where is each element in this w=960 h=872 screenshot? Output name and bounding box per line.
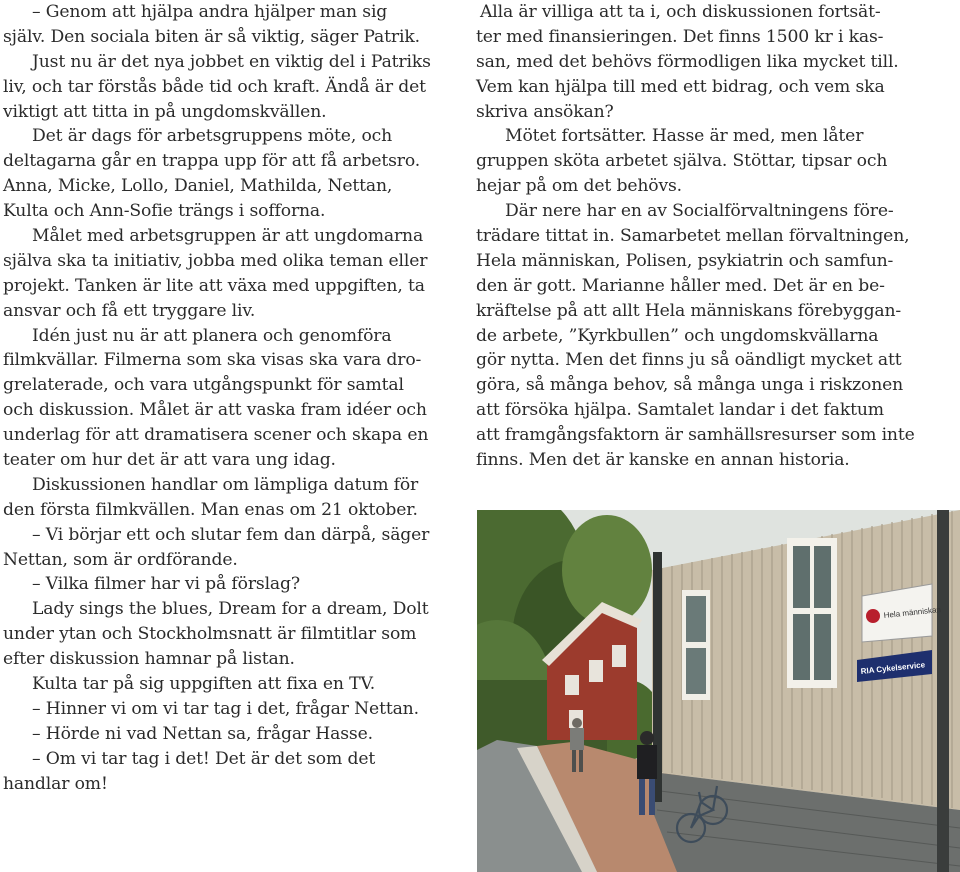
text-line: och diskussion. Målet är att vaska fram idéer och (3, 400, 427, 421)
text-line: finns. Men det är kanske en annan historia. (476, 450, 850, 471)
text-line: Där nere har en av Socialförvaltningens före- (505, 201, 894, 222)
text-line: de arbete, ”Kyrkbullen” och ungdomskvällarna (476, 325, 879, 346)
text-line: kräftelse på att allt Hela människans förebyggan- (476, 300, 902, 321)
text-line: – Hörde ni vad Nettan sa, frågar Hasse. (32, 723, 373, 744)
street-photo (477, 510, 960, 872)
text-line: filmkvällar. Filmerna som ska visas ska vara dro- (3, 350, 422, 371)
text-line: gör nytta. Men det finns ju så oändligt mycket att (476, 350, 902, 371)
text-line: ansvar och få ett tryggare liv. (3, 300, 256, 321)
text-line: ter med finansieringen. Det finns 1500 kr i kas- (476, 26, 884, 47)
text-line: att försöka hjälpa. Samtalet landar i det faktum (476, 400, 884, 421)
text-line: teater om hur det är att vara ung idag. (3, 450, 336, 471)
text-line: skriva ansökan? (476, 101, 614, 122)
text-line: den är gott. Marianne håller med. Det är en be- (476, 275, 885, 296)
text-line: liv, och tar förstås både tid och kraft. Ändå är det (3, 76, 426, 97)
text-line: Nettan, som är ordförande. (3, 549, 238, 570)
text-line: Anna, Micke, Lollo, Daniel, Mathilda, Nettan, (3, 176, 393, 197)
text-line: Hela människan, Polisen, psykiatrin och samfun- (476, 250, 894, 271)
text-line: – Hinner vi om vi tar tag i det, frågar Nettan. (32, 698, 419, 719)
text-line: deltagarna går en trappa upp för att få arbetsro. (3, 151, 421, 172)
text-line: att framgångsfaktorn är samhällsresurser som inte (476, 425, 915, 446)
text-line: grelaterade, och vara utgångspunkt för samtal (3, 375, 404, 396)
text-line: Det är dags för arbetsgruppens möte, och (32, 126, 393, 147)
text-line: underlag för att dramatisera scener och skapa en (3, 425, 429, 446)
text-line: Idén just nu är att planera och genomföra (32, 325, 392, 346)
text-line: viktigt att titta in på ungdomskvällen. (3, 101, 327, 122)
text-line: Kulta och Ann-Sofie trängs i sofforna. (3, 201, 326, 222)
text-line: Mötet fortsätter. Hasse är med, men låter (505, 126, 864, 147)
text-line: själva ska ta initiativ, jobba med olika teman eller (3, 250, 428, 271)
text-line: san, med det behövs förmodligen lika mycket till. (476, 51, 899, 72)
text-line: projekt. Tanken är lite att växa med uppgiften, ta (3, 275, 425, 296)
text-line: efter diskussion hamnar på listan. (3, 649, 295, 670)
text-line: göra, så många behov, så många unga i riskzonen (476, 375, 904, 396)
text-line: hejar på om det behövs. (476, 176, 682, 197)
text-line: själv. Den sociala biten är så viktig, säger Patrik. (3, 26, 420, 47)
article-right-column (476, 0, 956, 473)
text-line: – Genom att hjälpa andra hjälper man sig (32, 2, 388, 22)
text-line: under ytan och Stockholmsnatt är filmtitlar som (3, 624, 417, 645)
text-line: Målet med arbetsgruppen är att ungdomarna (32, 226, 424, 247)
text-line: – Vilka filmer har vi på förslag? (32, 574, 300, 595)
window (682, 590, 710, 700)
text-line: Lady sings the blues, Dream for a dream, Dolt (32, 599, 429, 620)
text-line: Diskussionen handlar om lämpliga datum för (32, 474, 419, 495)
sign-text: Hela människan (883, 605, 942, 620)
text-line: Alla är villiga att ta i, och diskussionen fortsät- (480, 2, 881, 22)
text-line: den första filmkvällen. Man enas om 21 oktober. (3, 499, 418, 520)
street-scene (477, 510, 960, 872)
text-line: trädare tittat in. Samarbetet mellan förvaltningen, (476, 226, 910, 247)
text-line: Kulta tar på sig uppgiften att fixa en TV. (32, 674, 376, 695)
sign-text: RIA Cykelservice (860, 660, 926, 676)
text-line: Vem kan hjälpa till med ett bidrag, och vem ska (476, 76, 885, 97)
window (787, 538, 837, 688)
text-line: – Vi börjar ett och slutar fem dan därpå, säger (32, 524, 430, 545)
text-line: Just nu är det nya jobbet en viktig del i Patriks (32, 51, 431, 72)
article-left-column (3, 0, 433, 797)
text-line: handlar om! (3, 773, 108, 794)
text-line: gruppen sköta arbetet själva. Stöttar, tipsar och (476, 151, 888, 172)
text-line: – Om vi tar tag i det! Det är det som det (32, 748, 376, 769)
